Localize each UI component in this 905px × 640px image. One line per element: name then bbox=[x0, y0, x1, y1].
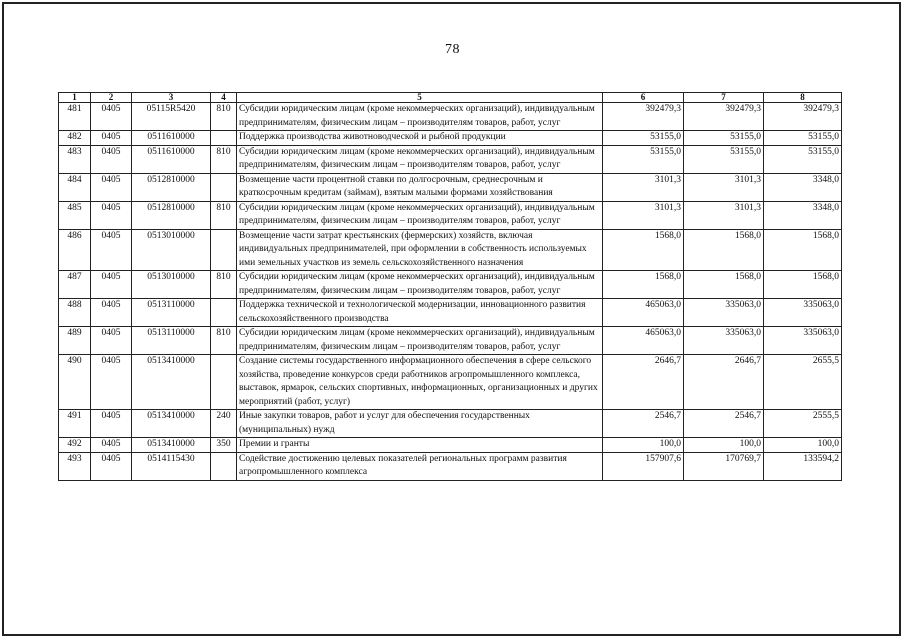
section-code-cell: 0405 bbox=[91, 145, 132, 173]
expense-type-code-cell: 810 bbox=[211, 145, 237, 173]
description-cell: Поддержка технической и технологической модернизации, инновационного развития сельскохозяйственного производства bbox=[237, 299, 603, 327]
amount-col6-cell: 53155,0 bbox=[603, 145, 684, 173]
expense-type-code-cell bbox=[211, 131, 237, 146]
target-item-code-cell: 0514115430 bbox=[132, 452, 211, 480]
target-item-code-cell: 0513010000 bbox=[132, 229, 211, 271]
table-row bbox=[59, 327, 842, 355]
section-code-cell: 0405 bbox=[91, 327, 132, 355]
row-number-cell: 482 bbox=[59, 131, 91, 146]
expense-type-code-cell: 240 bbox=[211, 410, 237, 438]
table-header bbox=[59, 93, 842, 103]
amount-col8-cell: 53155,0 bbox=[764, 131, 842, 146]
expense-type-code-cell bbox=[211, 299, 237, 327]
header-cell-6: 6 bbox=[603, 93, 684, 103]
amount-col6-cell: 100,0 bbox=[603, 438, 684, 453]
description-cell: Иные закупки товаров, работ и услуг для обеспечения государственных (муниципальных) нужд bbox=[237, 410, 603, 438]
expense-type-code-cell bbox=[211, 173, 237, 201]
row-number-cell: 488 bbox=[59, 299, 91, 327]
description-cell: Субсидии юридическим лицам (кроме некоммерческих организаций), индивидуальным предпринимателям, физическим лицам – производителям товаров, работ, услуг bbox=[237, 327, 603, 355]
row-number-cell: 483 bbox=[59, 145, 91, 173]
amount-col8-cell: 3348,0 bbox=[764, 201, 842, 229]
amount-col8-cell: 2655,5 bbox=[764, 355, 842, 410]
expense-type-code-cell: 810 bbox=[211, 103, 237, 131]
amount-col7-cell: 53155,0 bbox=[684, 145, 764, 173]
expense-type-code-cell: 350 bbox=[211, 438, 237, 453]
target-item-code-cell: 0513110000 bbox=[132, 327, 211, 355]
amount-col6-cell: 157907,6 bbox=[603, 452, 684, 480]
row-number-cell: 492 bbox=[59, 438, 91, 453]
amount-col6-cell: 2546,7 bbox=[603, 410, 684, 438]
table-row bbox=[59, 103, 842, 131]
amount-col6-cell: 3101,3 bbox=[603, 173, 684, 201]
expense-type-code-cell bbox=[211, 229, 237, 271]
description-cell: Субсидии юридическим лицам (кроме некоммерческих организаций), индивидуальным предпринимателям, физическим лицам – производителям товаров, работ, услуг bbox=[237, 271, 603, 299]
amount-col7-cell: 3101,3 bbox=[684, 201, 764, 229]
section-code-cell: 0405 bbox=[91, 271, 132, 299]
section-code-cell: 0405 bbox=[91, 452, 132, 480]
section-code-cell: 0405 bbox=[91, 103, 132, 131]
row-number-cell: 486 bbox=[59, 229, 91, 271]
amount-col6-cell: 465063,0 bbox=[603, 327, 684, 355]
description-cell: Возмещение части затрат крестьянских (фермерских) хозяйств, включая индивидуальных предпринимателей, при оформлении в собственность используемых ими земельных участков из земель сельскохозяйственного назначения bbox=[237, 229, 603, 271]
amount-col8-cell: 2555,5 bbox=[764, 410, 842, 438]
target-item-code-cell: 0511610000 bbox=[132, 145, 211, 173]
amount-col7-cell: 335063,0 bbox=[684, 327, 764, 355]
section-code-cell: 0405 bbox=[91, 355, 132, 410]
target-item-code-cell: 05115R5420 bbox=[132, 103, 211, 131]
description-cell: Субсидии юридическим лицам (кроме некоммерческих организаций), индивидуальным предпринимателям, физическим лицам – производителям товаров, работ, услуг bbox=[237, 103, 603, 131]
amount-col6-cell: 392479,3 bbox=[603, 103, 684, 131]
description-cell: Премии и гранты bbox=[237, 438, 603, 453]
row-number-cell: 491 bbox=[59, 410, 91, 438]
header-cell-3: 3 bbox=[132, 93, 211, 103]
amount-col7-cell: 100,0 bbox=[684, 438, 764, 453]
amount-col8-cell: 392479,3 bbox=[764, 103, 842, 131]
target-item-code-cell: 0512810000 bbox=[132, 201, 211, 229]
target-item-code-cell: 0513110000 bbox=[132, 299, 211, 327]
section-code-cell: 0405 bbox=[91, 438, 132, 453]
description-cell: Субсидии юридическим лицам (кроме некоммерческих организаций), индивидуальным предпринимателям, физическим лицам – производителям товаров, работ, услуг bbox=[237, 201, 603, 229]
table-row bbox=[59, 410, 842, 438]
amount-col6-cell: 53155,0 bbox=[603, 131, 684, 146]
target-item-code-cell: 0511610000 bbox=[132, 131, 211, 146]
amount-col6-cell: 1568,0 bbox=[603, 271, 684, 299]
table-row bbox=[59, 145, 842, 173]
amount-col7-cell: 392479,3 bbox=[684, 103, 764, 131]
table-row bbox=[59, 452, 842, 480]
expense-type-code-cell: 810 bbox=[211, 327, 237, 355]
target-item-code-cell: 0512810000 bbox=[132, 173, 211, 201]
section-code-cell: 0405 bbox=[91, 299, 132, 327]
header-row bbox=[59, 93, 842, 103]
table-body bbox=[59, 103, 842, 481]
section-code-cell: 0405 bbox=[91, 173, 132, 201]
description-cell: Субсидии юридическим лицам (кроме некоммерческих организаций), индивидуальным предпринимателям, физическим лицам – производителям товаров, работ, услуг bbox=[237, 145, 603, 173]
amount-col8-cell: 3348,0 bbox=[764, 173, 842, 201]
amount-col6-cell: 1568,0 bbox=[603, 229, 684, 271]
table-row bbox=[59, 131, 842, 146]
row-number-cell: 490 bbox=[59, 355, 91, 410]
amount-col7-cell: 2646,7 bbox=[684, 355, 764, 410]
table-row bbox=[59, 271, 842, 299]
table-row bbox=[59, 201, 842, 229]
header-cell-8: 8 bbox=[764, 93, 842, 103]
description-cell: Возмещение части процентной ставки по долгосрочным, среднесрочным и краткосрочным кредитам (займам), взятым малыми формами хозяйствования bbox=[237, 173, 603, 201]
amount-col8-cell: 1568,0 bbox=[764, 229, 842, 271]
row-number-cell: 487 bbox=[59, 271, 91, 299]
row-number-cell: 481 bbox=[59, 103, 91, 131]
header-cell-2: 2 bbox=[91, 93, 132, 103]
description-cell: Содействие достижению целевых показателей региональных программ развития агропромышленного комплекса bbox=[237, 452, 603, 480]
amount-col7-cell: 170769,7 bbox=[684, 452, 764, 480]
table-row bbox=[59, 173, 842, 201]
header-cell-4: 4 bbox=[211, 93, 237, 103]
amount-col7-cell: 2546,7 bbox=[684, 410, 764, 438]
amount-col7-cell: 3101,3 bbox=[684, 173, 764, 201]
target-item-code-cell: 0513010000 bbox=[132, 271, 211, 299]
target-item-code-cell: 0513410000 bbox=[132, 355, 211, 410]
header-cell-7: 7 bbox=[684, 93, 764, 103]
header-cell-5: 5 bbox=[237, 93, 603, 103]
section-code-cell: 0405 bbox=[91, 229, 132, 271]
row-number-cell: 485 bbox=[59, 201, 91, 229]
amount-col8-cell: 335063,0 bbox=[764, 327, 842, 355]
description-cell: Создание системы государственного информационного обеспечения в сфере сельского хозяйства, проведение конкурсов среди работников агропромышленного комплекса, выставок, ярмарок, сельских спортивных, информационных, организационных и других мероприятий (работ, услуг) bbox=[237, 355, 603, 410]
amount-col8-cell: 133594,2 bbox=[764, 452, 842, 480]
page-number: 78 bbox=[445, 42, 460, 57]
amount-col7-cell: 1568,0 bbox=[684, 271, 764, 299]
amount-col8-cell: 100,0 bbox=[764, 438, 842, 453]
target-item-code-cell: 0513410000 bbox=[132, 410, 211, 438]
row-number-cell: 484 bbox=[59, 173, 91, 201]
amount-col8-cell: 53155,0 bbox=[764, 145, 842, 173]
row-number-cell: 493 bbox=[59, 452, 91, 480]
header-cell-1: 1 bbox=[59, 93, 91, 103]
expense-type-code-cell: 810 bbox=[211, 271, 237, 299]
amount-col6-cell: 465063,0 bbox=[603, 299, 684, 327]
budget-table bbox=[58, 92, 842, 481]
section-code-cell: 0405 bbox=[91, 131, 132, 146]
table-row bbox=[59, 229, 842, 271]
expense-type-code-cell bbox=[211, 355, 237, 410]
expense-type-code-cell: 810 bbox=[211, 201, 237, 229]
amount-col7-cell: 335063,0 bbox=[684, 299, 764, 327]
section-code-cell: 0405 bbox=[91, 410, 132, 438]
amount-col7-cell: 1568,0 bbox=[684, 229, 764, 271]
table-row bbox=[59, 299, 842, 327]
section-code-cell: 0405 bbox=[91, 201, 132, 229]
target-item-code-cell: 0513410000 bbox=[132, 438, 211, 453]
description-cell: Поддержка производства животноводческой и рыбной продукции bbox=[237, 131, 603, 146]
table-row bbox=[59, 355, 842, 410]
amount-col6-cell: 3101,3 bbox=[603, 201, 684, 229]
row-number-cell: 489 bbox=[59, 327, 91, 355]
amount-col7-cell: 53155,0 bbox=[684, 131, 764, 146]
table-row bbox=[59, 438, 842, 453]
expense-type-code-cell bbox=[211, 452, 237, 480]
amount-col8-cell: 1568,0 bbox=[764, 271, 842, 299]
amount-col8-cell: 335063,0 bbox=[764, 299, 842, 327]
amount-col6-cell: 2646,7 bbox=[603, 355, 684, 410]
